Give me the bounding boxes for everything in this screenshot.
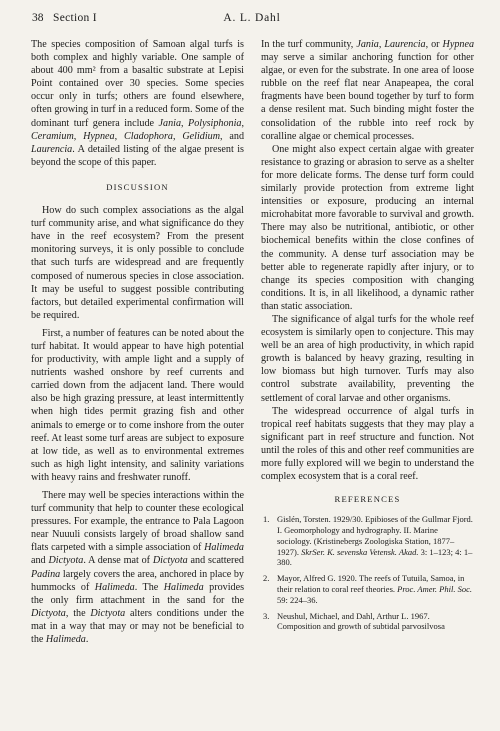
running-header bbox=[32, 12, 472, 28]
running-author: A. L. Dahl bbox=[223, 12, 281, 24]
reference-number: 2. bbox=[263, 573, 270, 584]
reference-list bbox=[261, 514, 474, 632]
reference-item bbox=[261, 573, 474, 605]
paragraph: In the turf community, Jania, Laurencia, or Hypnea may serve a similar anchoring function for other algae, or even for the substrate. In one area of loose rubble on the reef flat near Anapeapea, the coral fragments have been bound together by turf to form a dense resilent mat. Such binding might foster the consolidation of the rubble into reef rock by coralline algae or chemical processes. bbox=[261, 39, 475, 142]
reference-text: Mayor, Alfred G. 1920. The reefs of Tutuila, Samoa, in their relation to coral reef theories. Proc. Amer. Phil. Soc. 59: 224–36. bbox=[277, 573, 472, 605]
right-column bbox=[261, 38, 474, 637]
paragraph: The species composition of Samoan algal turfs is both complex and highly variable. One sample of about 400 mm² from a basaltic substrate at Lepisi Point contained over 30 species. Some species occur only in turfs; others are found elsewhere, often growing in turf in a reduced form. Some of the dominant turf genera include Jania, Polysiphonia, Ceramium, Hypnea, Cladophora, Gelidium, and Laurencia. A detailed listing of the algae present is beyond the scope of this paper. bbox=[31, 39, 245, 168]
reference-item bbox=[261, 611, 474, 633]
paragraph: First, a number of features can be noted about the turf habitat. It would appear to have high potential for productivity, with ample light and a supply of nutrients washed onshore by reef currents and carried down from the adjacent land. There would also be high grazing pressure, at least intermittently when high tides permit grazing fish and other animals to emerge or to come inshore from the outer reef. At least some turf areas are subject to exposure at low tide, as well as to environmental extremes such as high light intensity, and salinity variations with heavy rains and freshwater runoff. bbox=[31, 327, 244, 483]
section-heading-references: REFERENCES bbox=[334, 494, 401, 505]
paragraph: How do such complex associations as the algal turf community arise, and what significance do they have in the reef ecosystem? From the present monitoring surveys, it is only possible to conclude that such turfs are widespread and are frequently composed of numerous species in close association. It may be useful to suggest possible contributing factors, but detailed experimental confirmation will be required. bbox=[31, 205, 244, 321]
reference-number: 3. bbox=[263, 610, 270, 621]
reference-text: Gislén, Torsten. 1929/30. Epibioses of the Gullmar Fjord. I. Geomorphology and hydrography. II. Marine sociology. (Kristinebergs Zoologiska Station, 1877–1927). SkrSer. K. sevenska Vetensk. Akad. 3: 1–123; 4: 1–380. bbox=[277, 514, 473, 568]
reference-number: 1. bbox=[263, 514, 270, 525]
section-heading-discussion: DISCUSSION bbox=[106, 181, 169, 192]
paragraph: One might also expect certain algae with greater resistance to grazing or abrasion to serve as a shelter for more delicate forms. The dense turf form could similarly provide protection from extreme light intensities or exposure, producing an internal microhabitat more favorable to survival and growth. There may also be nutritional, antibiotic, or other biochemical benefits within the close confines of the community. A dense turf association may be better able to regenerate rapidly after injury, or to change its species composition with changing conditions. It is, in all likelihood, a dynamic rather than static association. bbox=[261, 143, 474, 312]
page-number: 38 bbox=[32, 12, 44, 24]
reference-item bbox=[261, 514, 474, 568]
paragraph: The significance of algal turfs for the whole reef ecosystem is similarly open to conjecture. This may well be an area of high productivity, in which rapid growth is balanced by heavy grazing, resulting in low biomass but high turnover. Turfs may also control substrate availability, preventing the settlement of coral larvae and other organisms. bbox=[261, 313, 474, 404]
reference-text: Neushul, Michael, and Dahl, Arthur L. 1967. Composition and growth of subtidal parvosilvosa bbox=[277, 610, 445, 632]
paragraph: There may well be species interactions within the turf community that help to counter these ecological pressures. For example, the entrance to Pala Lagoon near Nuuuli consists largely of broad shallow sand flats carpeted with a simple association of Halimeda and Dictyota. A dense mat of Dictyota and scattered Padina largely covers the area, anchored in place by hummocks of Halimeda. The Halimeda provides the only firm attachment in the sand for the Dictyota, the Dictyota alters conditions under the mat in a way that may or may not be beneficial to the Halimeda. bbox=[31, 490, 245, 646]
paragraph: The widespread occurrence of algal turfs in tropical reef habitats suggests that they may play a significant part in reef structure and function. Not until the roles of this and other reef communities are more fully explored will we begin to understand the complex ecosystem that is a coral reef. bbox=[261, 405, 474, 483]
section-label: Section I bbox=[53, 12, 97, 24]
left-column bbox=[31, 38, 244, 646]
